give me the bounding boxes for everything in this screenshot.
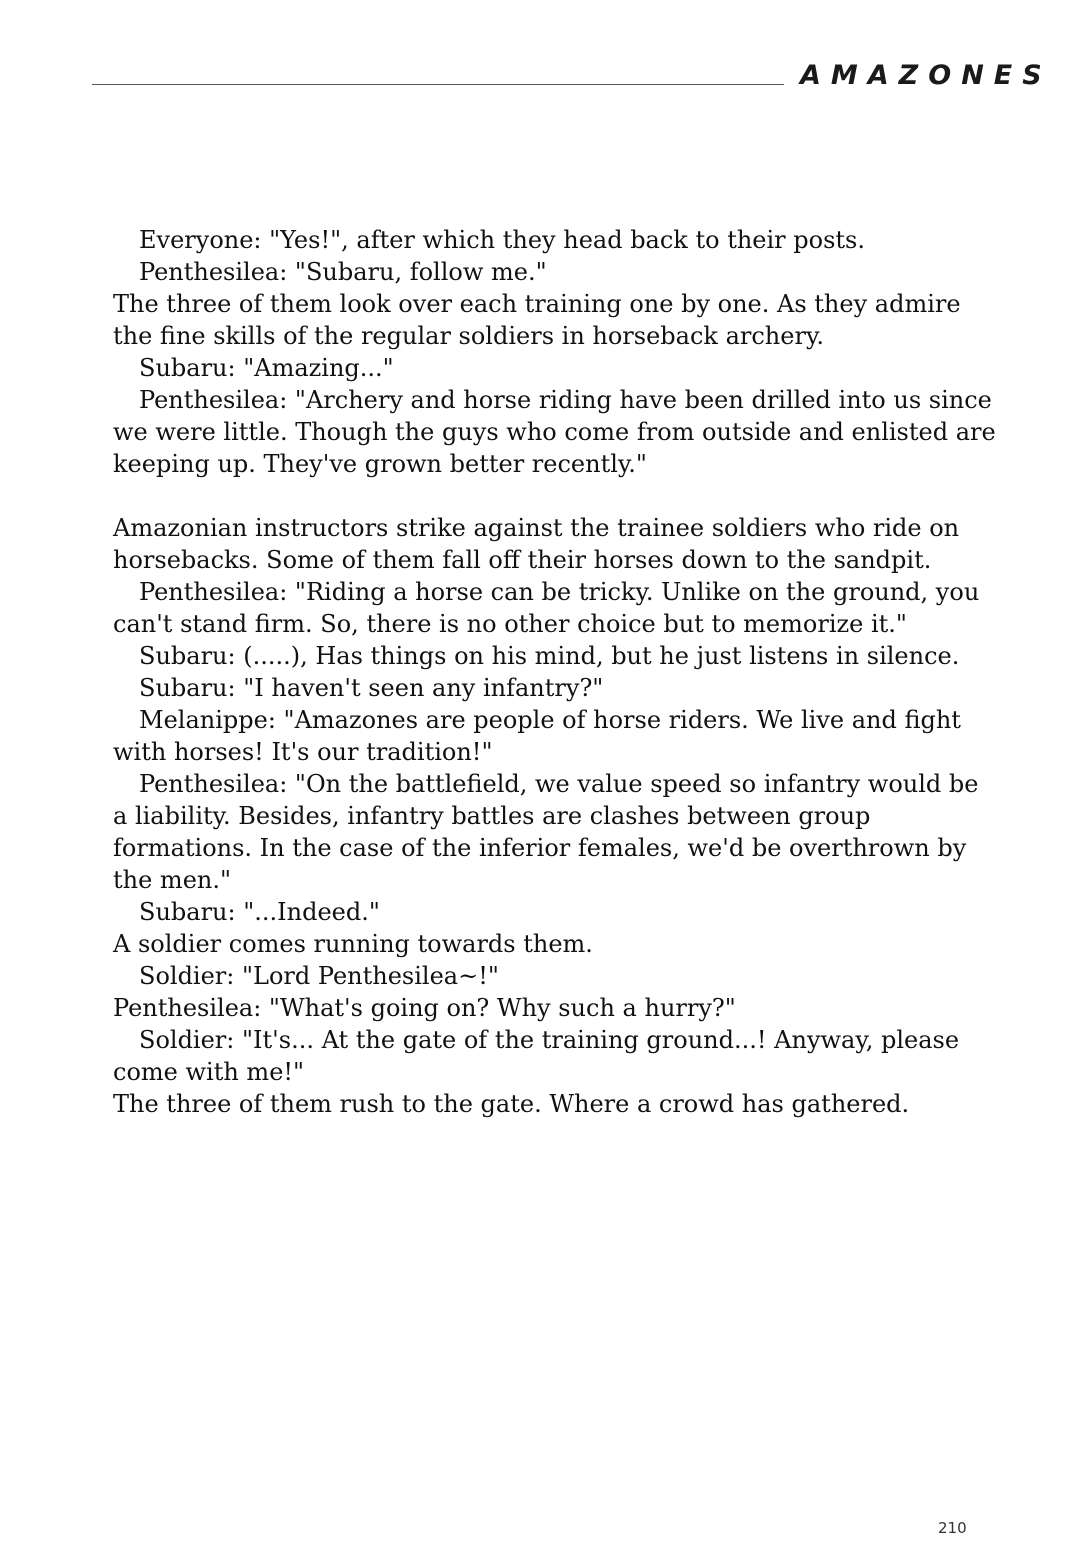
header-rule bbox=[92, 84, 784, 85]
text-line: Subaru: (.....), Has things on his mind, but he just listens in silence. bbox=[139, 642, 960, 670]
text-line: a liability. Besides, infantry battles are clashes between group bbox=[113, 802, 871, 830]
text-line: Soldier: "Lord Penthesilea~!" bbox=[139, 962, 499, 990]
text-line: Penthesilea: "Riding a horse can be tricky. Unlike on the ground, you bbox=[139, 578, 980, 606]
text-line: formations. In the case of the inferior females, we'd be overthrown by bbox=[113, 834, 967, 862]
text-line: we were little. Though the guys who come from outside and enlisted are bbox=[113, 418, 996, 446]
text-line: Subaru: "...Indeed." bbox=[139, 898, 380, 926]
text-line: Amazonian instructors strike against the trainee soldiers who ride on bbox=[113, 514, 960, 542]
text-line: the men." bbox=[113, 866, 232, 894]
page-body-text bbox=[113, 224, 996, 1120]
text-line: The three of them look over each training one by one. As they admire bbox=[113, 290, 961, 318]
text-line: Soldier: "It's... At the gate of the training ground...! Anyway, please bbox=[139, 1026, 960, 1054]
text-line: come with me!" bbox=[113, 1058, 305, 1086]
text-line: with horses! It's our tradition!" bbox=[113, 738, 493, 766]
text-line: Everyone: "Yes!", after which they head back to their posts. bbox=[139, 226, 865, 254]
text-line: can't stand firm. So, there is no other choice but to memorize it." bbox=[113, 610, 907, 638]
text-line: The three of them rush to the gate. Where a crowd has gathered. bbox=[113, 1090, 910, 1118]
text-line: Penthesilea: "What's going on? Why such a hurry?" bbox=[113, 994, 736, 1022]
text-line: keeping up. They've grown better recently." bbox=[113, 450, 647, 478]
running-header-title: AMAZONES bbox=[800, 60, 1052, 91]
text-line: the fine skills of the regular soldiers in horseback archery. bbox=[113, 322, 824, 350]
text-line: Penthesilea: "Archery and horse riding have been drilled into us since bbox=[139, 386, 992, 414]
page-number: 210 bbox=[938, 1519, 967, 1537]
blank-line bbox=[113, 480, 993, 512]
text-line: A soldier comes running towards them. bbox=[113, 930, 593, 958]
text-line: Melanippe: "Amazones are people of horse riders. We live and fight bbox=[139, 706, 961, 734]
text-line: horsebacks. Some of them fall off their horses down to the sandpit. bbox=[113, 546, 932, 574]
text-line: Subaru: "Amazing..." bbox=[139, 354, 394, 382]
text-line: Penthesilea: "Subaru, follow me." bbox=[139, 258, 547, 286]
text-line: Penthesilea: "On the battlefield, we value speed so infantry would be bbox=[139, 770, 979, 798]
text-line: Subaru: "I haven't seen any infantry?" bbox=[139, 674, 604, 702]
